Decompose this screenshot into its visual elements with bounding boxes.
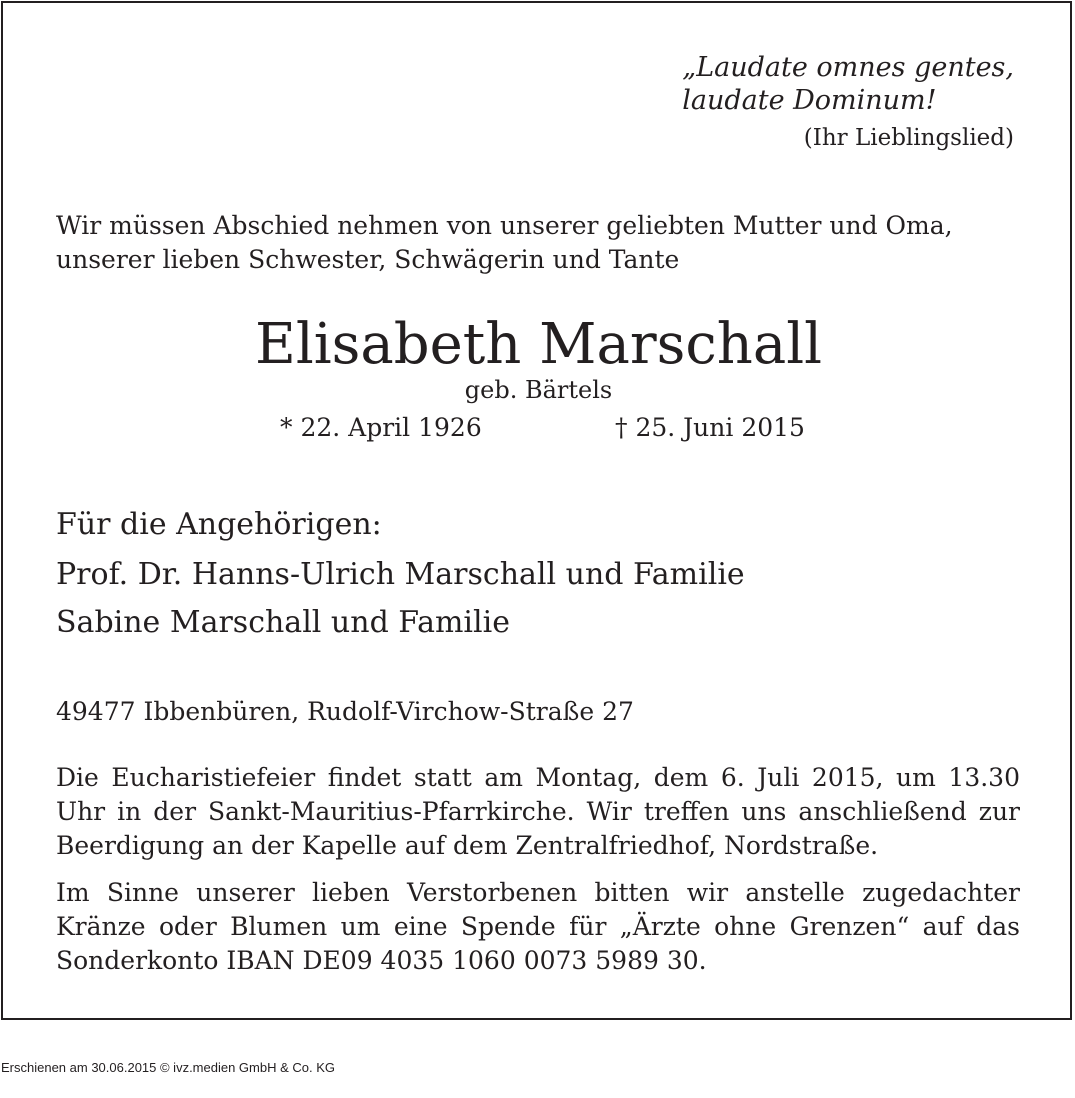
motto-quote bbox=[682, 51, 1014, 117]
motto-source: (Ihr Lieblingslied) bbox=[803, 125, 1014, 151]
family-member: Sabine Marschall und Familie bbox=[56, 605, 510, 640]
intro-text: Wir müssen Abschied nehmen von unserer geliebten Mutter und Oma, unserer lieben Schwester, Schwägerin und Tante bbox=[56, 211, 953, 274]
family-member: Prof. Dr. Hanns-Ulrich Marschall und Familie bbox=[56, 557, 745, 592]
publication-footer: Erschienen am 30.06.2015 © ivz.medien GmbH & Co. KG bbox=[1, 1060, 336, 1075]
address: 49477 Ibbenbüren, Rudolf-Virchow-Straße 27 bbox=[56, 697, 634, 726]
obituary-notice bbox=[1, 1, 1072, 1020]
donation-paragraph: Im Sinne unserer lieben Verstorbenen bitten wir anstelle zugedachter Kränze oder Blumen um eine Spende für „Ärzte ohne Grenzen“ auf das Sonderkonto IBAN DE09 4035 1060 0073 5989 30. bbox=[56, 878, 1020, 975]
maiden-name: geb. Bärtels bbox=[464, 376, 613, 404]
funeral-info-paragraph: Die Eucharistiefeier findet statt am Montag, dem 6. Juli 2015, um 13.30 Uhr in der Sankt-Mauritius-Pfarrkirche. Wir treffen uns anschließend zur Beerdigung an der Kapelle auf dem Zentralfriedhof, Nordstraße. bbox=[56, 763, 1020, 860]
family-heading: Für die Angehörigen: bbox=[56, 507, 382, 542]
birth-date: * 22. April 1926 bbox=[280, 413, 482, 442]
deceased-name: Elisabeth Marschall bbox=[254, 312, 823, 377]
motto-line-2: laudate Dominum! bbox=[682, 85, 937, 116]
motto-line-1: „Laudate omnes gentes, bbox=[682, 52, 1014, 83]
death-date: † 25. Juni 2015 bbox=[615, 413, 805, 442]
